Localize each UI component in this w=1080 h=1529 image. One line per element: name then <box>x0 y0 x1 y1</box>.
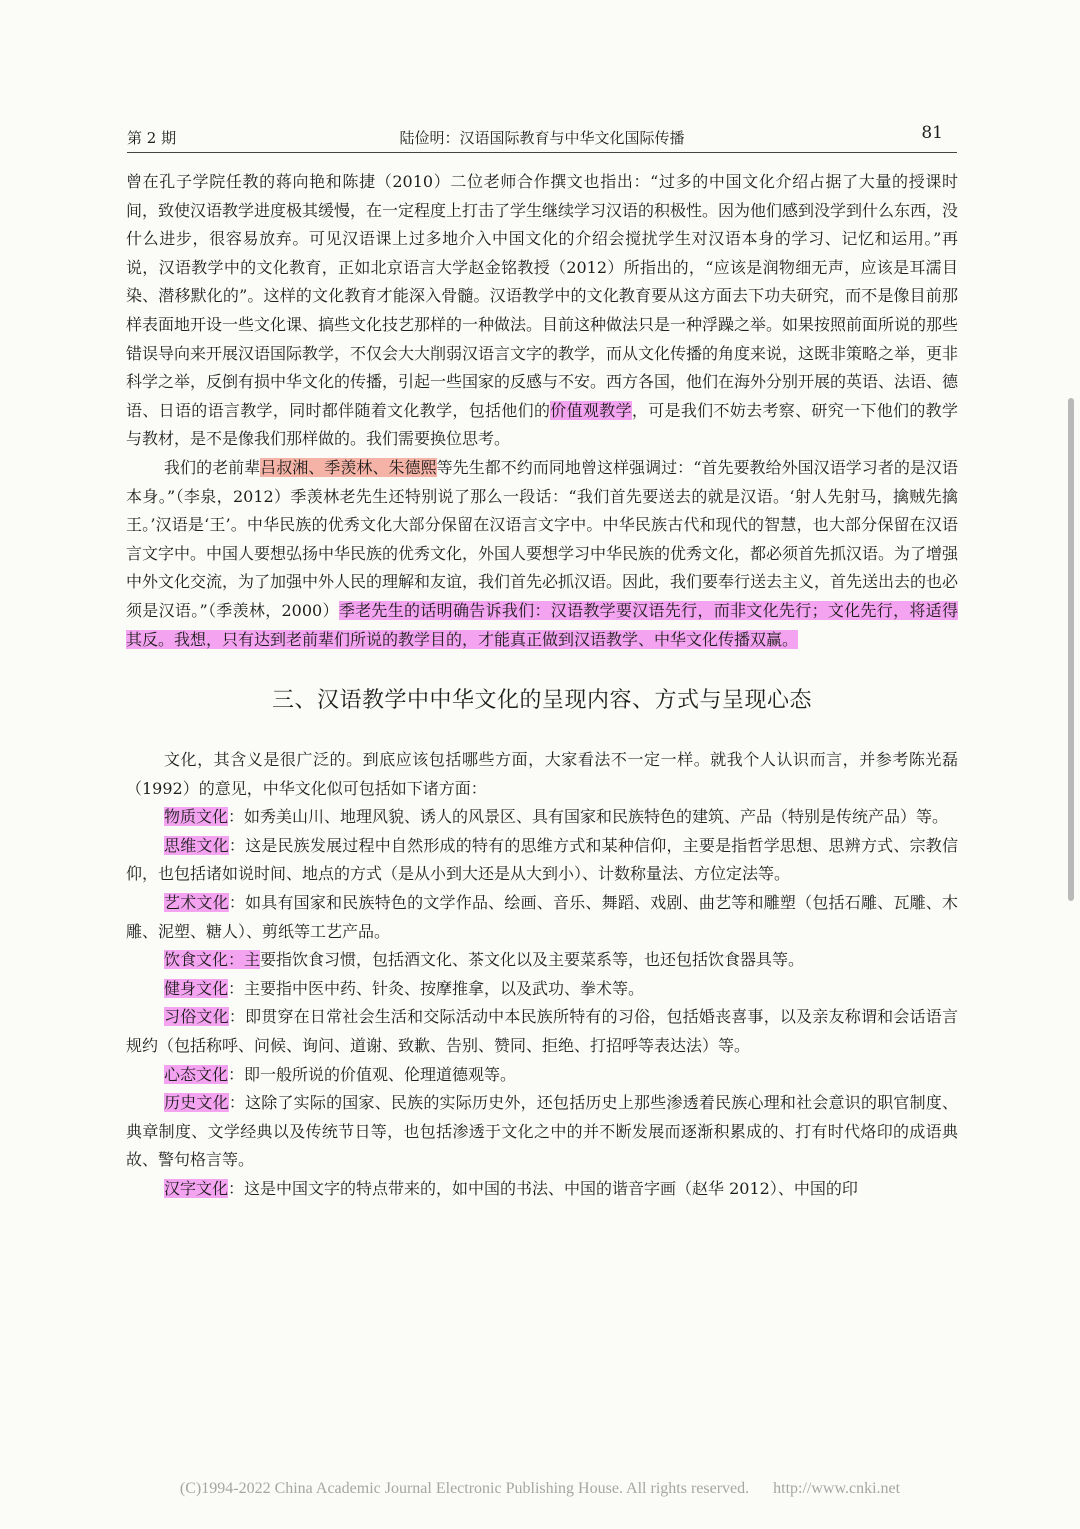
paragraph-2: 我们的老前辈吕叔湘、季羡林、朱德熙等先生都不约而同地曾这样强调过：“首先要教给外国汉语学习者的是汉语本身。”（李泉，2012）季羡林老先生还特别说了那么一段话：“我们首先要送去的就是汉语。‘射人先射马，擒贼先擒王。’汉语是‘王’。中华民族的优秀文化大部分保留在汉语言文字中。中华民族古代和现代的智慧，也大部分保留在汉语言文字中。中国人要想弘扬中华民族的优秀文化，外国人要想学习中华民族的优秀文化，都必须首先抓汉语。为了增强中外文化交流，为了加强中外人民的理解和友谊，我们首先必抓汉语。因此，我们要奉行送去主义，首先送出去的也必须是汉语。”（季羡林，2000）季老先生的话明确告诉我们：汉语教学要汉语先行，而非文化先行；文化先行，将适得其反。我想，只有达到老前辈们所说的教学目的，才能真正做到汉语教学、中华文化传播双赢。 <box>126 457 959 649</box>
term-label[interactable]: 历史文化 <box>164 1093 229 1113</box>
term-item: 饮食文化：主要指饮食习惯，包括酒文化、茶文化以及主要菜系等，也还包括饮食器具等。 <box>164 950 805 970</box>
term-item: 物质文化：如秀美山川、地理风貌、诱人的风景区、具有国家和民族特色的建筑、产品（特别是传统产品）等。 <box>164 807 949 827</box>
highlight-names[interactable]: 吕叔湘、季羡林、朱德熙 <box>260 457 437 477</box>
section-heading: 三、汉语教学中中华文化的呈现内容、方式与呈现心态 <box>271 688 812 714</box>
term-item: 习俗文化：即贯穿在日常社会生活和交际活动中本民族所特有的习俗，包括婚丧喜事，以及亲友称谓和会话语言规约（包括称呼、问候、询问、道谢、致歉、告别、赞同、拒绝、打招呼等表达法）等。 <box>126 1007 958 1056</box>
term-item: 健身文化：主要指中医中药、针灸、按摩推拿，以及武功、拳术等。 <box>164 978 645 998</box>
term-label[interactable]: 习俗文化 <box>164 1007 229 1027</box>
running-header <box>127 123 957 151</box>
paragraph-1: 曾在孔子学院任教的蒋向艳和陈捷（2010）二位老师合作撰文也指出：“过多的中国文化介绍占据了大量的授课时间，致使汉语教学进度极其缓慢，在一定程度上打击了学生继续学习汉语的积极性。因为他们感到没学到什么东西，没什么进步，很容易放弃。可见汉语课上过多地介入中国文化的介绍会搅扰学生对汉语本身的学习、记忆和运用。”再说，汉语教学中的文化教育，正如北京语言大学赵金铭教授（2012）所指出的，“应该是润物细无声，应该是耳濡目染、潜移默化的”。这样的文化教育才能深入骨髓。汉语教学中的文化教育要从这方面去下功夫研究，而不是像目前那样表面地开设一些文化课、搞些文化技艺那样的一种做法。目前这种做法只是一种浮躁之举。如果按照前面所说的那些错误导向来开展汉语国际教学，不仅会大大削弱汉语言文字的教学，而从文化传播的角度来说，这既非策略之举，更非科学之举，反倒有损中华文化的传播，引起一些国家的反感与不安。西方各国，他们在海外分别开展的英语、法语、德语、日语的语言教学，同时都伴随着文化教学，包括他们的价值观教学，可是我们不妨去考察、研究一下他们的教学与教材，是不是像我们那样做的。我们需要换位思考。 <box>126 172 959 449</box>
term-item: 思维文化：这是民族发展过程中自然形成的特有的思维方式和某种信仰，主要是指哲学思想、思辨方式、宗教信仰，也包括诸如说时间、地点的方式（是从小到大还是从大到小）、计数称量法、方位定法等。 <box>126 835 958 884</box>
term-item: 艺术文化：如具有国家和民族特色的文学作品、绘画、音乐、舞蹈、戏剧、曲艺等和雕塑（包括石雕、瓦雕、木雕、泥塑、糖人）、剪纸等工艺产品。 <box>126 893 958 941</box>
term-item: 汉字文化：这是中国文字的特点带来的，如中国的书法、中国的谐音字画（赵华 2012）、中国的印 <box>164 1179 858 1198</box>
issue-number: 第 2 期 <box>127 129 177 147</box>
culture-term-list <box>126 803 958 1203</box>
term-item: 历史文化：这除了实际的国家、民族的实际历史外，还包括历史上那些渗透着民族心理和社会意识的职官制度、典章制度、文学经典以及传统节日等，也包括渗透于文化之中的并不断发展而逐渐积累成的、打有时代烙印的成语典故、警句格言等。 <box>126 1093 958 1170</box>
copyright-notice: (C)1994-2022 China Academic Journal Electronic Publishing House. All rights reserved. <box>179 1480 750 1497</box>
highlight-value-teaching[interactable]: 价值观教学 <box>550 400 632 420</box>
highlight-conclusion[interactable]: 季老先生的话明确告诉我们：汉语教学要汉语先行，而非文化先行；文化先行，将适得其反。我想，只有达到老前辈们所说的教学目的，才能真正做到汉语教学、中华文化传播双赢。 <box>126 600 958 649</box>
paragraph-3: 文化，其含义是很广泛的。到底应该包括哪些方面，大家看法不一定一样。就我个人认识而言，并参考陈光磊（1992）的意见，中华文化似可包括如下诸方面： <box>126 750 958 798</box>
term-label[interactable]: 饮食文化 <box>164 950 229 970</box>
footer-url[interactable]: http://www.cnki.net <box>773 1480 901 1497</box>
term-label[interactable]: 物质文化 <box>164 807 229 827</box>
running-title: 陆俭明：汉语国际教育与中华文化国际传播 <box>399 129 685 147</box>
page-number: 81 <box>921 123 943 143</box>
page-footer <box>0 1480 1080 1498</box>
term-label[interactable]: 健身文化 <box>164 978 229 998</box>
term-item: 心态文化：即一般所说的价值观、伦理道德观等。 <box>164 1064 517 1084</box>
header-rule <box>127 152 957 153</box>
vertical-scrollbar[interactable] <box>1068 398 1074 901</box>
term-label[interactable]: 汉字文化 <box>164 1179 229 1198</box>
article-body <box>126 168 958 1204</box>
term-label[interactable]: 心态文化 <box>164 1064 229 1084</box>
term-label[interactable]: 思维文化 <box>164 835 229 855</box>
term-label[interactable]: 艺术文化 <box>164 893 229 913</box>
